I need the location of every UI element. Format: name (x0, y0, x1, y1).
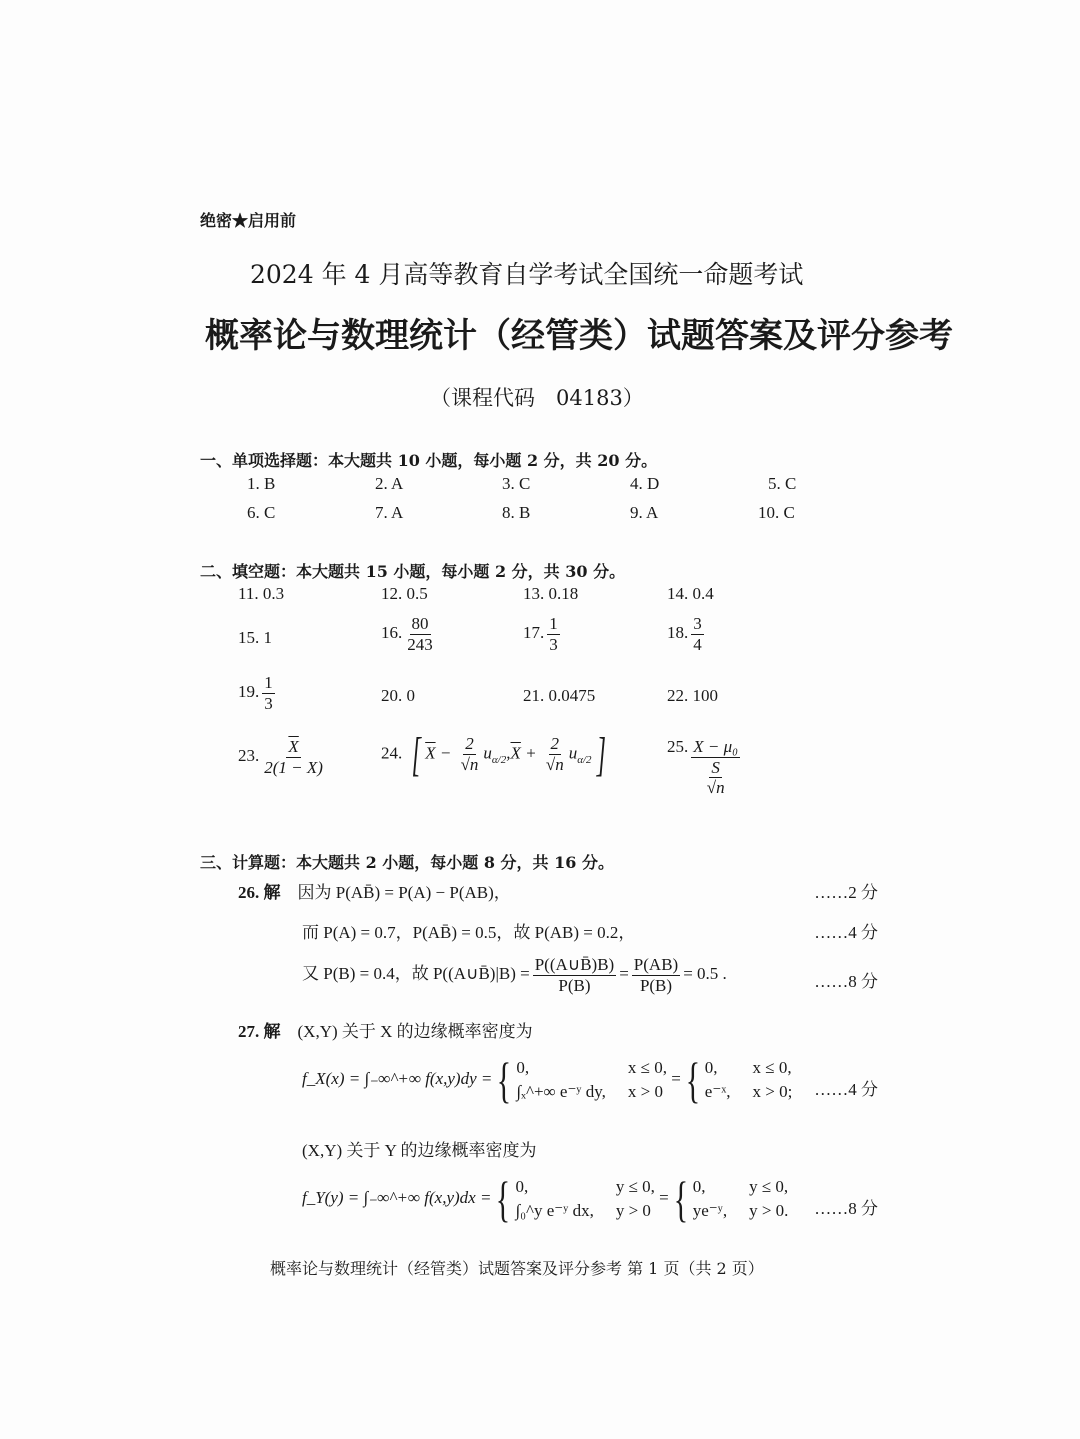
choice-answer-6: 6. C (247, 503, 276, 522)
piecewise-cases: 0, x ≤ 0, ∫ₓ^+∞ e⁻ʸ dy, x > 0 (516, 1058, 667, 1101)
right-bracket: ] (596, 728, 606, 781)
fraction: $\frac{80}{243}$ (407, 614, 433, 654)
choice-answer-7: 7. A (375, 503, 404, 522)
section-2-title: 二、填空题：本大题共 15 小题，每小题 2 分，共 30 分。 (200, 562, 626, 581)
fraction: $\frac{3}{4}$ (693, 614, 702, 654)
answer-number: 25. (667, 737, 689, 756)
left-bracket: [ (411, 728, 421, 781)
score-mark: ……2 分 (814, 883, 878, 902)
course-code: （课程代码 04183） (430, 386, 644, 410)
answer-12: 12. 0.5 (381, 584, 428, 603)
exam-title: 2024 年 4 月高等教育自学考试全国统一命题考试 (250, 260, 804, 289)
fraction: $\frac{1}{3}$ (549, 614, 558, 654)
choice-answer-1: 1. B (247, 474, 276, 493)
piecewise-cases: 0, y ≤ 0, ye⁻ʸ, y > 0. (692, 1177, 789, 1220)
answer-number: 17. (523, 622, 545, 642)
choice-answer-8: 8. B (502, 503, 531, 522)
answer-11: 11. 0.3 (238, 584, 285, 603)
q27-line-2: (X,Y) 关于 Y 的边缘概率密度为 (302, 1141, 537, 1160)
score-mark: ……4 分 (814, 1080, 878, 1099)
q26-line-3: 又 P(B) = 0.4，故 P((A∪B̄)|B) = $\frac{P((A\cup B̄)B)}{P(B)}$ = $\frac{P(AB)}{P(B)}$ = 0.5 . ……8 分 (302, 955, 878, 995)
confidential-label: 绝密★启用前 (200, 211, 297, 230)
answer-16 (381, 614, 438, 654)
q26-line-1: 26. 解 因为 P(AB̄) = P(A) − P(AB)， ……2 分 (238, 878, 878, 903)
answer-25 (667, 737, 743, 798)
answer-20: 20. 0 (381, 686, 415, 705)
answer-13: 13. 0.18 (523, 584, 579, 603)
q27-line-1: 27. 解 (X,Y) 关于 X 的边缘概率密度为 (238, 1022, 533, 1041)
q27-fx-formula: f_X(x) = ∫₋∞^+∞ f(x,y)dy ={ 0, x ≤ 0, ∫ₓ^+∞ e⁻ʸ dy, x > 0 ={ 0, x ≤ 0, e⁻ˣ, x > 0; ……4 分 (302, 1052, 878, 1108)
choice-answer-10: 10. C (758, 503, 795, 522)
answer-21: 21. 0.0475 (523, 686, 596, 705)
section-1-title: 一、单项选择题：本大题共 10 小题，每小题 2 分，共 20 分。 (200, 451, 658, 470)
fraction: $\frac{P((A\cup B̄)B)}{P(B)}$ (534, 955, 615, 995)
answer-15: 15. 1 (238, 628, 272, 647)
answer-number: 18. (667, 622, 689, 642)
q27-fy-formula: f_Y(y) = ∫₋∞^+∞ f(x,y)dx ={ 0, y ≤ 0, ∫₀^y e⁻ʸ dx, y > 0 ={ 0, y ≤ 0, ye⁻ʸ, y > 0. ……8 分 (302, 1171, 878, 1227)
fraction: $\frac{2}{√n}$ (545, 734, 564, 774)
piecewise-cases: 0, x ≤ 0, e⁻ˣ, x > 0; (704, 1058, 793, 1101)
q26-line-2: 而 P(A) = 0.7，P(AB̄) = 0.5，故 P(AB) = 0.2， ……4 分 (302, 918, 878, 943)
left-brace: { (496, 1171, 511, 1227)
choice-answer-3: 3. C (502, 474, 531, 493)
document-title: 概率论与数理统计（经管类）试题答案及评分参考 (205, 316, 953, 356)
piecewise-cases: 0, y ≤ 0, ∫₀^y e⁻ʸ dx, y > 0 (515, 1177, 655, 1220)
left-brace: { (497, 1052, 512, 1108)
left-brace: { (685, 1052, 700, 1108)
fraction: $\frac{2}{√n}$ (460, 734, 479, 774)
left-brace: { (673, 1171, 688, 1227)
fraction: $\frac{P(AB)}{P(B)}$ (633, 955, 679, 995)
question-label: 27. 解 (238, 1022, 281, 1041)
fraction: $\frac{1}{3}$ (264, 673, 273, 713)
answer-17 (523, 614, 563, 654)
answer-19 (238, 673, 278, 713)
question-label: 26. 解 (238, 883, 281, 902)
answer-18 (667, 614, 707, 654)
section-3-title: 三、计算题：本大题共 2 小题，每小题 8 分，共 16 分。 (200, 853, 614, 872)
choice-answer-4: 4. D (630, 474, 660, 493)
choice-answer-5: 5. C (768, 474, 797, 493)
answer-number: 23. (238, 745, 260, 765)
choice-answer-9: 9. A (630, 503, 659, 522)
answer-23 (238, 737, 328, 777)
answer-number: 19. (238, 681, 260, 701)
fraction: X − μ₀ S √n (693, 737, 739, 798)
answer-24: 24. [ $\overline{X}$ − $\frac{2}{√n}$ $u_{\alpha/2},\overline{X}$ + $\frac{2}{√n}$ $u_{\alpha/2}$] (381, 728, 606, 781)
score-mark: ……4 分 (814, 923, 878, 942)
answer-number: 16. (381, 622, 403, 642)
score-mark: ……8 分 (814, 1199, 878, 1218)
choice-answer-2: 2. A (375, 474, 404, 493)
page-footer: 概率论与数理统计（经管类）试题答案及评分参考 第 1 页（共 2 页） (270, 1259, 764, 1278)
fraction: $\frac{\overline{X}}{2(1 - X)}$ (264, 737, 323, 777)
score-mark: ……8 分 (814, 972, 878, 991)
answer-number: 24. (381, 743, 403, 763)
answer-22: 22. 100 (667, 686, 718, 705)
answer-14: 14. 0.4 (667, 584, 714, 603)
